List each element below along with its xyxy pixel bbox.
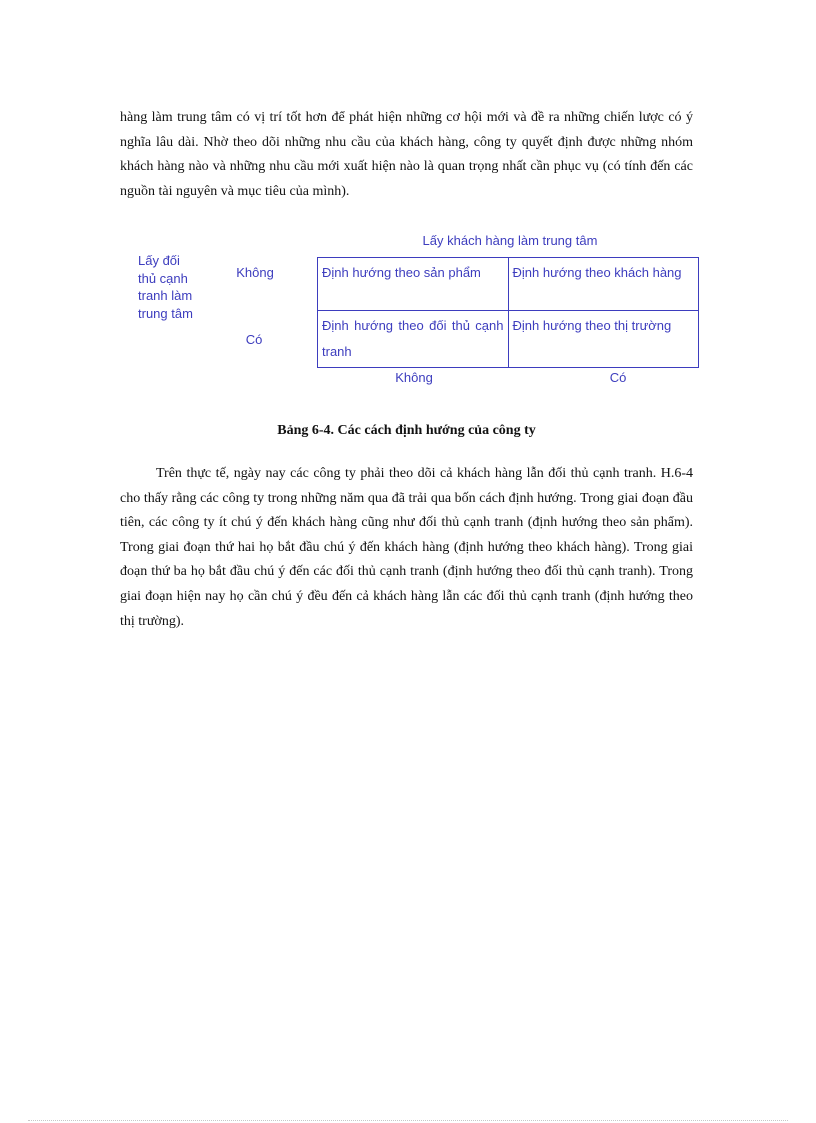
matrix-row xyxy=(318,311,699,368)
col-label-yes: Có xyxy=(609,370,627,385)
row-label-no: Không xyxy=(236,265,274,280)
cell-market-orientation: Định hướng theo thị trường xyxy=(508,311,699,368)
row-label-yes: Có xyxy=(245,332,263,347)
cell-product-orientation: Định hướng theo sản phẩm xyxy=(318,258,509,311)
matrix-row xyxy=(318,258,699,311)
cell-competitor-orientation: Định hướng theo đối thủ cạnh tranh xyxy=(318,311,509,368)
left-axis-label: Lấy đối thủ cạnh tranh làm trung tâm xyxy=(138,253,193,321)
orientation-matrix xyxy=(317,257,699,368)
paragraph-intro: hàng làm trung tâm có vị trí tốt hơn để phát hiện những cơ hội mới và đề ra những chiến lược có ý nghĩa lâu dài. Nhờ theo dõi những nhu cầu của khách hàng, công ty quyết định được những nhóm khách hàng nào và những nhu cầu mới xuất hiện nào là quan trọng nhất cần phục vụ (có tính đến các nguồn tài nguyên và mục tiêu của mình). xyxy=(120,110,693,199)
table-caption: Bảng 6-4. Các cách định hướng của công ty xyxy=(277,423,536,438)
cell-customer-orientation: Định hướng theo khách hàng xyxy=(508,258,699,311)
page-bottom-divider xyxy=(28,1120,788,1121)
col-label-no: Không xyxy=(395,370,433,385)
paragraph-body: Trên thực tế, ngày nay các công ty phải theo dõi cả khách hàng lẫn đối thủ cạnh tranh. H.6-4 cho thấy rằng các công ty trong những năm qua đã trải qua bốn cách định hướng. Trong giai đoạn đầu tiên, các công ty ít chú ý đến khách hàng cũng như đối thủ cạnh tranh (định hướng theo sản phẩm). Trong giai đoạn thứ hai họ bắt đầu chú ý đến khách hàng (định hướng theo khách hàng). Trong giai đoạn thứ ba họ bắt đầu chú ý đến các đối thủ cạnh tranh (định hướng theo đối thủ cạnh tranh). Trong giai đoạn hiện nay họ cần chú ý đều đến cả khách hàng lẫn các đối thủ cạnh tranh (định hướng theo thị trường). xyxy=(120,466,693,629)
top-axis-label: Lấy khách hàng làm trung tâm xyxy=(422,233,598,248)
